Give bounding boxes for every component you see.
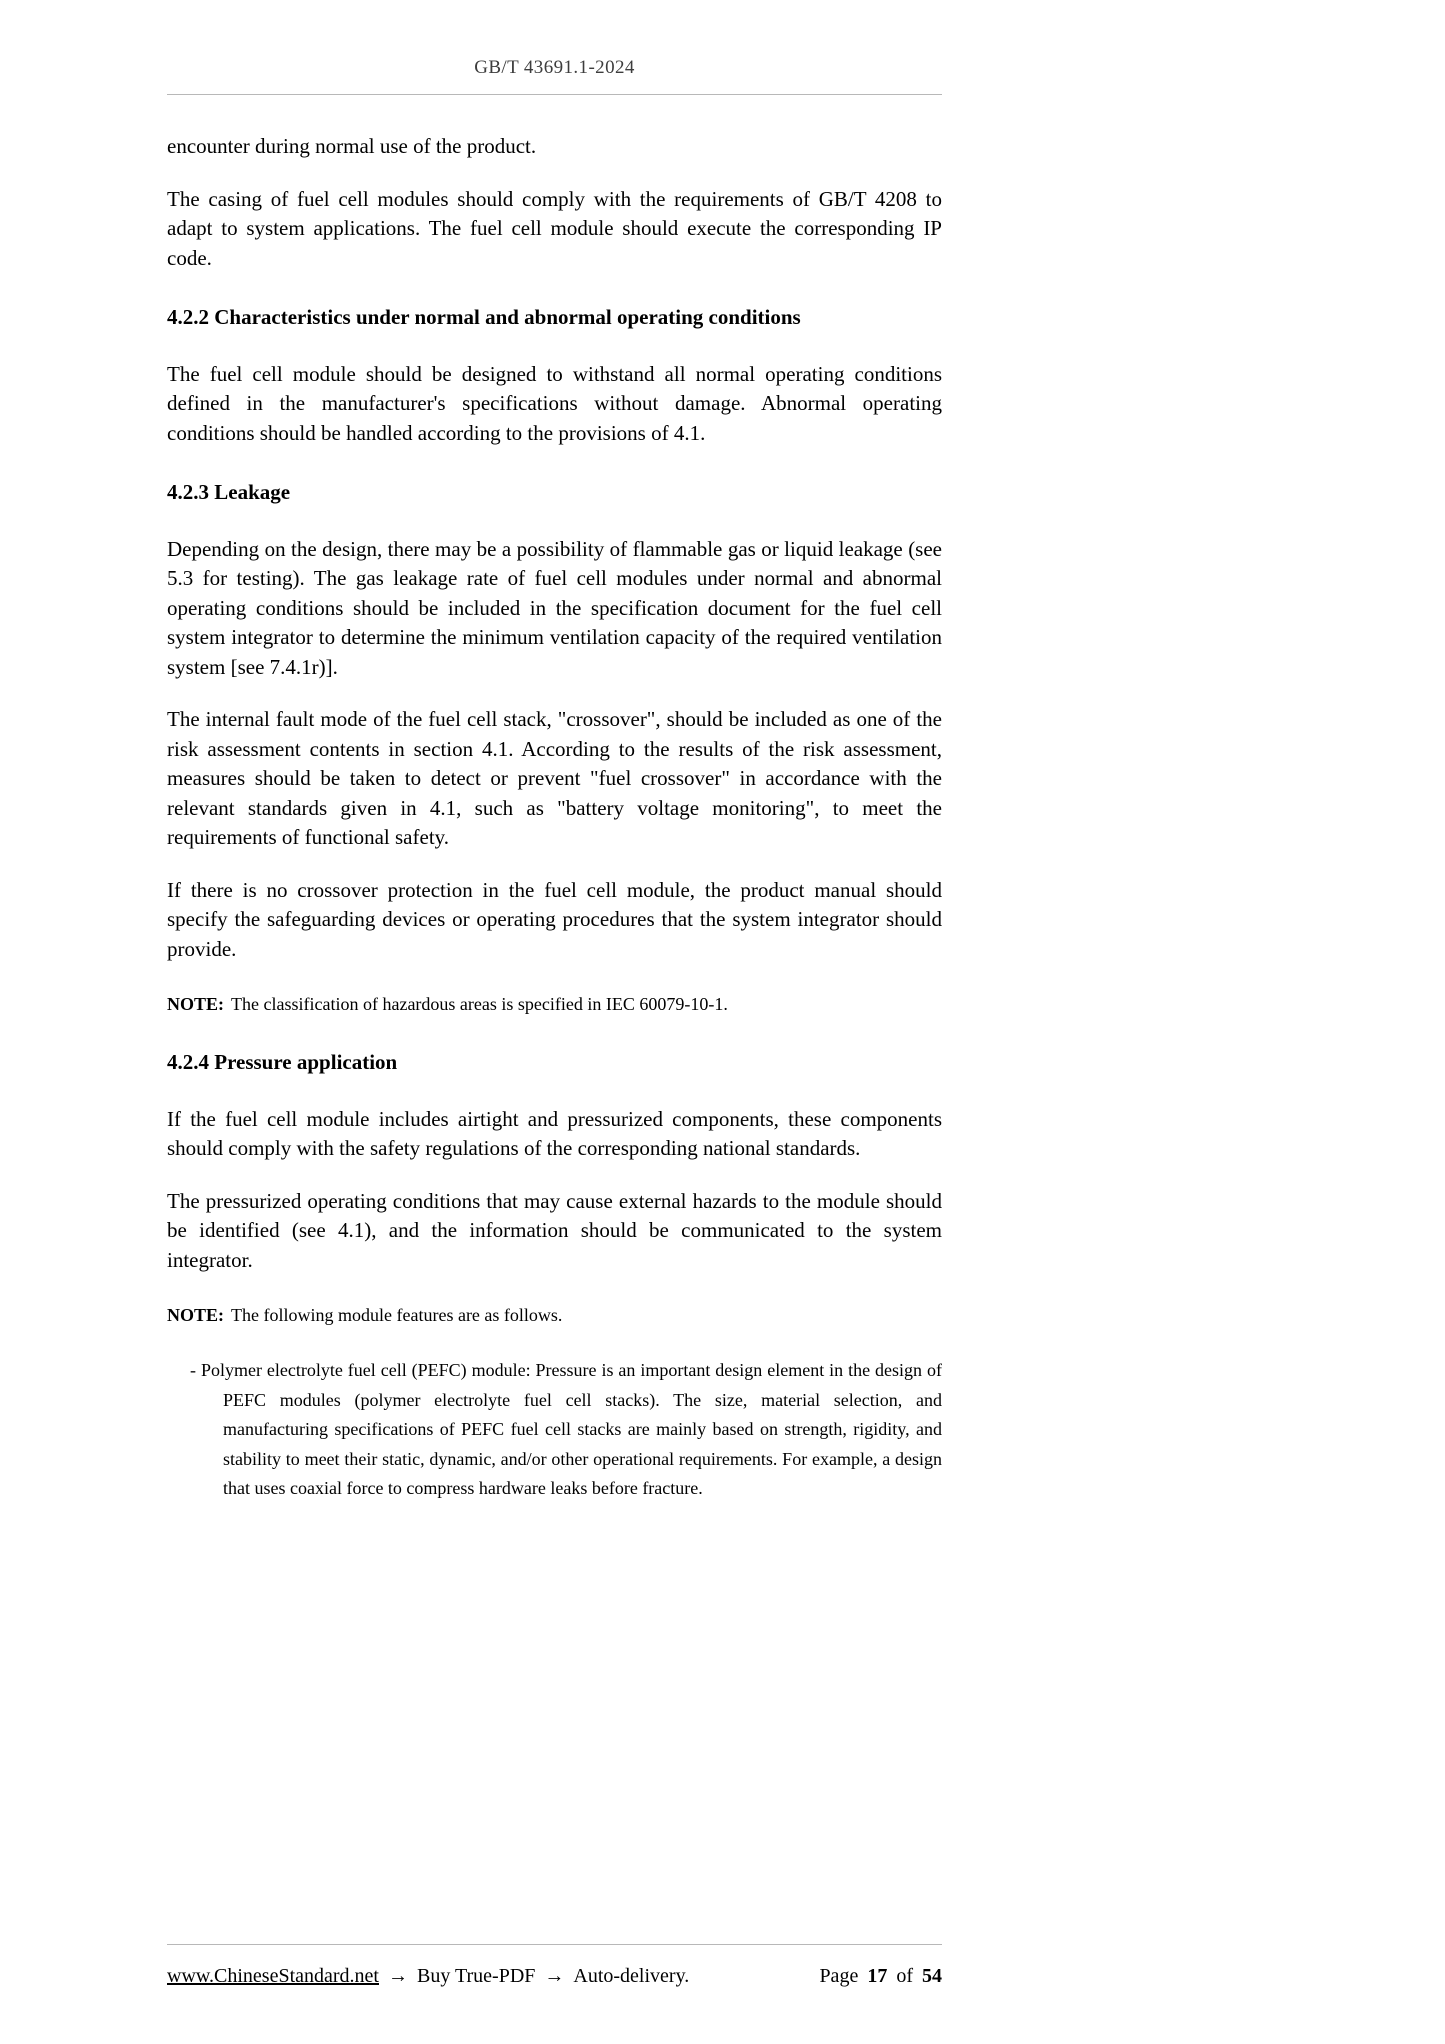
note-label: NOTE: <box>167 1305 225 1325</box>
of-label: of <box>896 1965 913 1987</box>
content-column <box>167 57 942 1504</box>
document-header <box>167 57 942 95</box>
arrow-right-icon: → <box>544 1965 565 1987</box>
page-indicator <box>815 1965 942 1988</box>
paragraph-423-crossover: The internal fault mode of the fuel cell stack, "crossover", should be included as one of the risk assessment contents in section 4.1. According to the results of the risk assessment, measures should be taken to detect or prevent "fuel crossover" in accordance with the relevant standards given in 4.1, such as "battery voltage monitoring", to meet the requirements of functional safety. <box>167 707 942 849</box>
document-title: GB/T 43691.1-2024 <box>474 57 635 78</box>
note-text: The following module features are as follows. <box>231 1305 563 1325</box>
paragraph-casing: The casing of fuel cell modules should comply with the requirements of GB/T 4208 to adapt to system applications. The fuel cell module should execute the corresponding IP code. <box>167 186 942 270</box>
paragraph-423-leakage: Depending on the design, there may be a possibility of flammable gas or liquid leakage (see 5.3 for testing). The gas leakage rate of fuel cell modules under normal and abnormal operating conditions should be included in the specification document for the fuel cell system integrator to determine the minimum ventilation capacity of the required ventilation system [see 7.4.1r)]. <box>167 536 942 679</box>
page-number: 17 <box>867 1965 888 1987</box>
paragraph-423-protection: If there is no crossover protection in the fuel cell module, the product manual should specify the safeguarding devices or operating procedures that the system integrator should provide. <box>167 877 942 961</box>
note-label: NOTE: <box>167 994 225 1014</box>
paragraph-continuation: encounter during normal use of the product. <box>167 134 537 158</box>
paragraph-424-components: If the fuel cell module includes airtight and pressurized components, these components should comply with the safety regulations of the corresponding national standards. <box>167 1106 942 1160</box>
page-label: Page <box>819 1965 859 1987</box>
footer-link[interactable]: www.ChineseStandard.net <box>167 1965 379 1987</box>
note-text: The classification of hazardous areas is specified in IEC 60079-10-1. <box>231 994 728 1014</box>
note-module-features <box>167 1302 942 1329</box>
document-body <box>167 95 942 1504</box>
paragraph-424-conditions: The pressurized operating conditions that may cause external hazards to the module should be identified (see 4.1), and the information should be communicated to the system integrator. <box>167 1188 942 1272</box>
arrow-right-icon: → <box>388 1965 408 1987</box>
document-footer <box>167 1944 942 1988</box>
section-heading-424: 4.2.4 Pressure application <box>167 1050 398 1074</box>
paragraph-422: The fuel cell module should be designed to withstand all normal operating conditions defined in the manufacturer's specifications without damage. Abnormal operating conditions should be handled according to the provisions of 4.1. <box>167 361 942 445</box>
bullet-pefc-module: - Polymer electrolyte fuel cell (PEFC) module: Pressure is an important design element in the design of PEFC modules (polymer electrolyte fuel cell stacks). The size, material selection, and manufacturing specifications of PEFC fuel cell stacks are mainly based on strength, rigidity, and stability to meet their static, dynamic, and/or other operational requirements. For example, a design that uses coaxial force to compress hardware leaks before fracture. <box>190 1360 942 1498</box>
footer-buy-text: Buy True-PDF <box>417 1965 536 1987</box>
section-heading-422: 4.2.2 Characteristics under normal and abnormal operating conditions <box>167 305 801 329</box>
note-hazardous-areas <box>167 991 942 1018</box>
section-heading-423: 4.2.3 Leakage <box>167 480 291 504</box>
footer-delivery-text: Auto-delivery. <box>573 1965 690 1987</box>
footer-source-line <box>167 1965 689 1988</box>
total-pages: 54 <box>922 1965 942 1987</box>
